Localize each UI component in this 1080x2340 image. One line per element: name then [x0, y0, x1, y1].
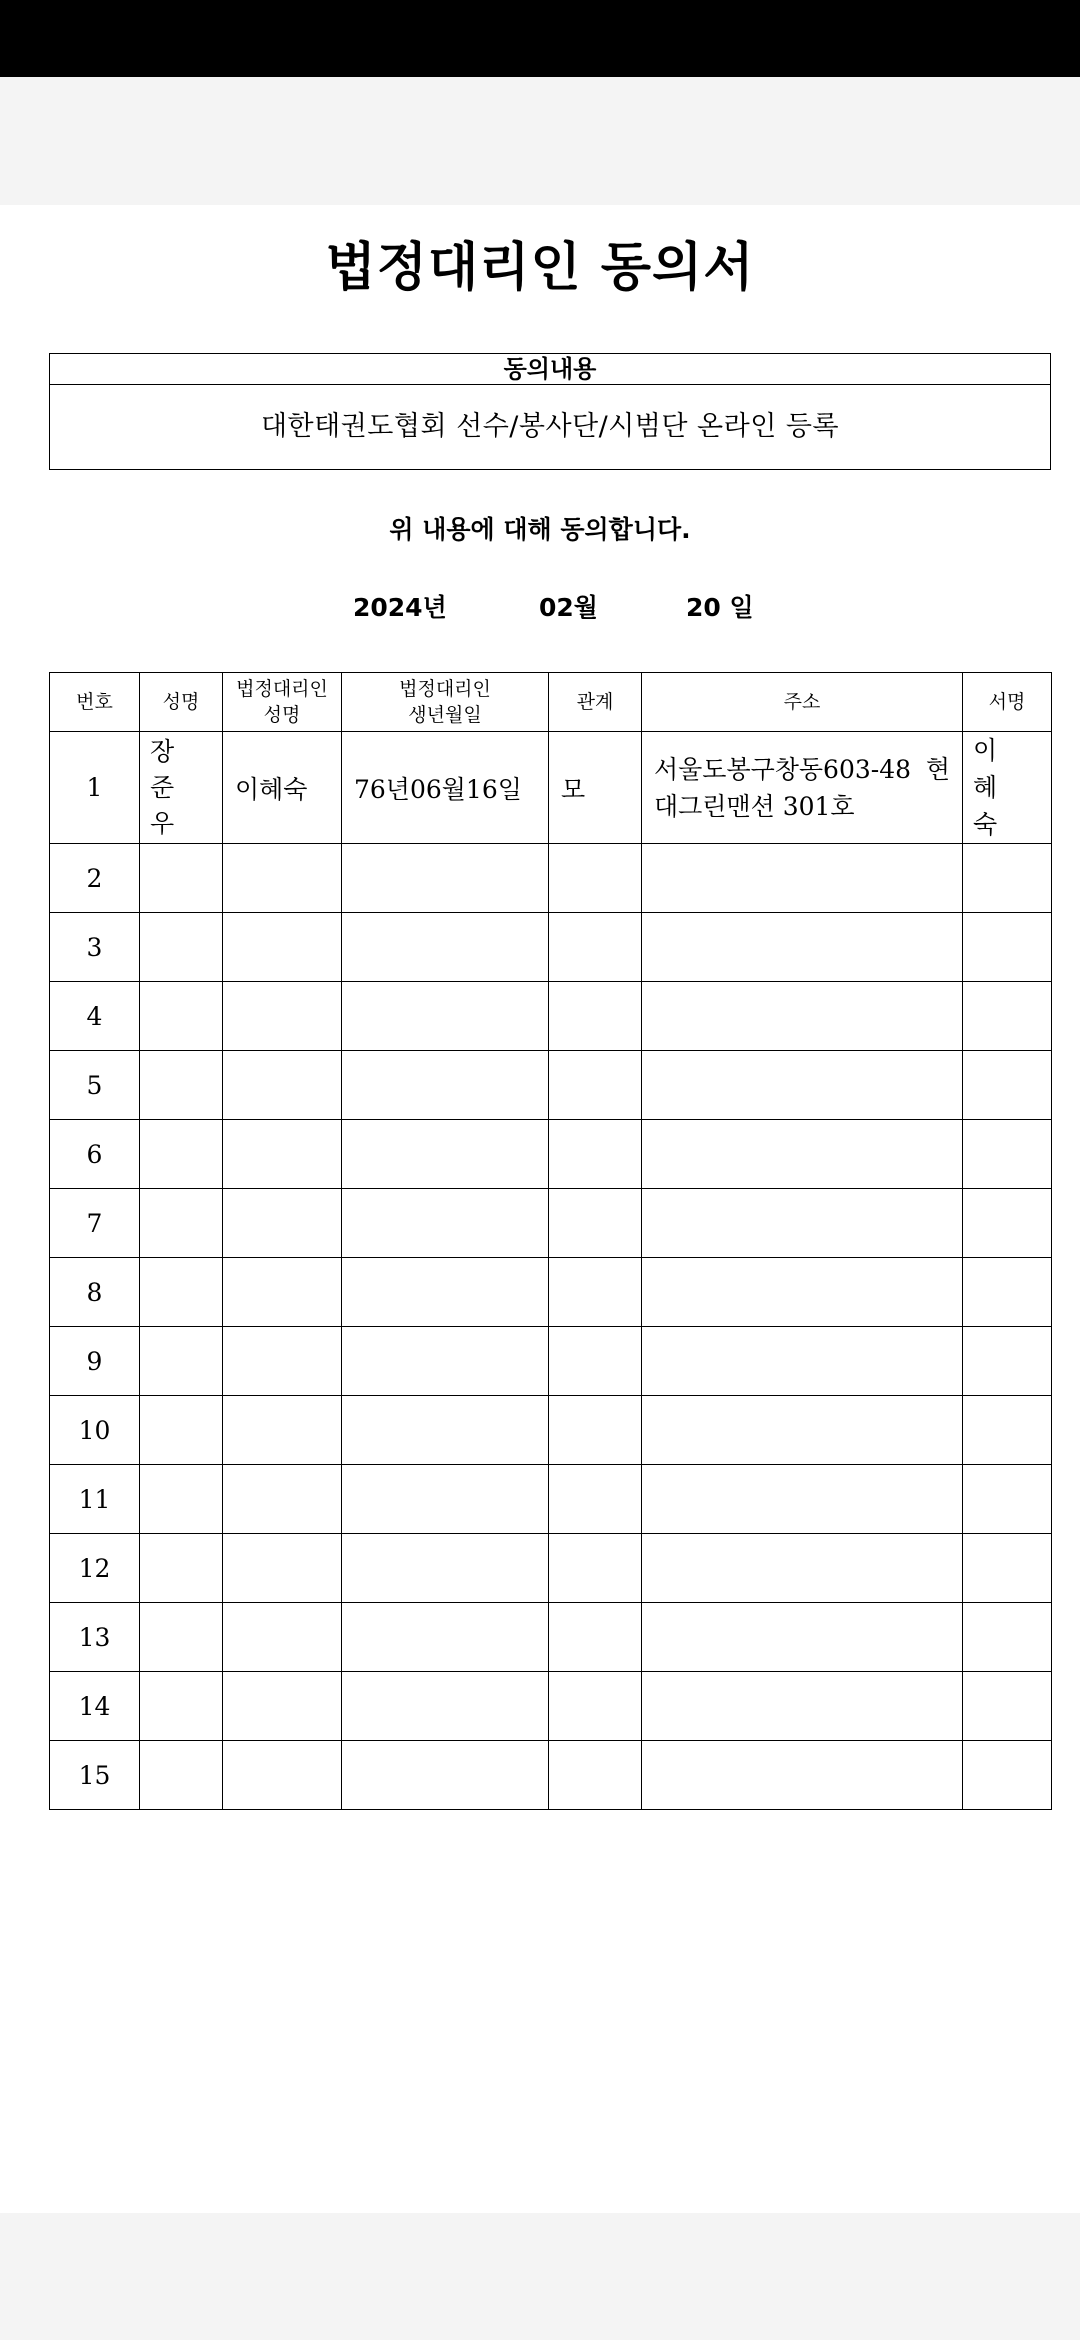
table-row	[50, 1534, 1052, 1603]
row-number-cell: 5	[50, 1051, 140, 1120]
name-cell	[140, 1258, 223, 1327]
name-cell	[140, 1741, 223, 1810]
guardian-name-cell	[223, 1189, 342, 1258]
address-cell	[642, 1189, 963, 1258]
guardian-dob-cell	[342, 982, 549, 1051]
table-row	[50, 1465, 1052, 1534]
signature-cell	[963, 1051, 1052, 1120]
relation-cell: 모	[549, 732, 642, 844]
header-number: 번호	[50, 673, 140, 732]
guardian-name-cell	[223, 913, 342, 982]
address-cell	[642, 913, 963, 982]
header-address: 주소	[642, 673, 963, 732]
relation-cell	[549, 1051, 642, 1120]
table-row	[50, 913, 1052, 982]
signature-cell	[963, 1465, 1052, 1534]
relation-cell	[549, 1258, 642, 1327]
guardian-dob-cell	[342, 1672, 549, 1741]
table-row	[50, 844, 1052, 913]
address-cell	[642, 1534, 963, 1603]
relation-cell	[549, 1672, 642, 1741]
guardian-name-cell	[223, 1603, 342, 1672]
name-cell	[140, 1327, 223, 1396]
guardian-dob-cell	[342, 1258, 549, 1327]
signature-cell: 이 혜 숙	[963, 732, 1052, 844]
name-cell	[140, 1672, 223, 1741]
date-line	[0, 588, 1080, 622]
header-guardian-name: 법정대리인 성명	[223, 673, 342, 732]
guardian-name-cell	[223, 844, 342, 913]
row-number-cell: 6	[50, 1120, 140, 1189]
guardian-name-cell	[223, 1534, 342, 1603]
row-number-cell: 2	[50, 844, 140, 913]
guardian-dob-cell	[342, 913, 549, 982]
name-cell	[140, 1465, 223, 1534]
relation-cell	[549, 1396, 642, 1465]
row-number-cell: 13	[50, 1603, 140, 1672]
name-cell	[140, 1396, 223, 1465]
row-number-cell: 7	[50, 1189, 140, 1258]
consent-box	[49, 353, 1051, 470]
row-number-cell: 9	[50, 1327, 140, 1396]
row-number-cell: 14	[50, 1672, 140, 1741]
address-cell	[642, 982, 963, 1051]
relation-cell	[549, 1327, 642, 1396]
address-cell	[642, 1120, 963, 1189]
date-day: 20 일	[686, 593, 754, 622]
guardian-name-cell	[223, 1327, 342, 1396]
signature-cell	[963, 1258, 1052, 1327]
signature-cell	[963, 982, 1052, 1051]
relation-cell	[549, 1120, 642, 1189]
guardian-name-cell	[223, 1258, 342, 1327]
signature-cell	[963, 1741, 1052, 1810]
relation-cell	[549, 1189, 642, 1258]
document-title: 법정대리인 동의서	[325, 238, 755, 298]
guardian-dob-cell	[342, 1051, 549, 1120]
guardian-name-cell	[223, 1672, 342, 1741]
guardian-dob-cell	[342, 1465, 549, 1534]
address-cell	[642, 1672, 963, 1741]
header-relation: 관계	[549, 673, 642, 732]
guardian-table	[49, 672, 1052, 1810]
guardian-dob-cell	[342, 1120, 549, 1189]
name-cell	[140, 1120, 223, 1189]
address-cell	[642, 1327, 963, 1396]
address-cell	[642, 1051, 963, 1120]
table-row	[50, 982, 1052, 1051]
name-cell	[140, 1189, 223, 1258]
guardian-dob-cell	[342, 844, 549, 913]
name-cell	[140, 1534, 223, 1603]
guardian-name-cell	[223, 982, 342, 1051]
consent-header: 동의내용	[50, 354, 1050, 385]
row-number-cell: 4	[50, 982, 140, 1051]
signature-cell	[963, 1534, 1052, 1603]
guardian-dob-cell	[342, 1396, 549, 1465]
table-row	[50, 1672, 1052, 1741]
table-row	[50, 1327, 1052, 1396]
name-cell	[140, 1603, 223, 1672]
relation-cell	[549, 913, 642, 982]
guardian-name-cell: 이혜숙	[223, 732, 342, 844]
table-row	[50, 1603, 1052, 1672]
row-number-cell: 3	[50, 913, 140, 982]
address-cell	[642, 1258, 963, 1327]
signature-cell	[963, 1327, 1052, 1396]
header-name: 성명	[140, 673, 223, 732]
table-row	[50, 1741, 1052, 1810]
guardian-dob-cell	[342, 1741, 549, 1810]
relation-cell	[549, 982, 642, 1051]
signature-cell	[963, 913, 1052, 982]
name-cell	[140, 982, 223, 1051]
row-number-cell: 10	[50, 1396, 140, 1465]
table-row	[50, 1396, 1052, 1465]
relation-cell	[549, 1603, 642, 1672]
header-signature: 서명	[963, 673, 1052, 732]
row-number-cell: 15	[50, 1741, 140, 1810]
address-cell	[642, 1741, 963, 1810]
name-cell	[140, 1051, 223, 1120]
guardian-dob-cell	[342, 1327, 549, 1396]
guardian-dob-cell	[342, 1603, 549, 1672]
guardian-name-cell	[223, 1396, 342, 1465]
header-guardian-dob: 법정대리인 생년월일	[342, 673, 549, 732]
signature-cell	[963, 1672, 1052, 1741]
date-month: 02월	[539, 593, 598, 622]
row-number-cell: 1	[50, 732, 140, 844]
table-row	[50, 1051, 1052, 1120]
table-row	[50, 1258, 1052, 1327]
date-year: 2024년	[353, 593, 447, 622]
signature-cell	[963, 1603, 1052, 1672]
guardian-dob-cell	[342, 1534, 549, 1603]
table-row	[50, 732, 1052, 844]
address-cell: 서울도봉구창동603-48 현대그린맨션 301호	[642, 732, 963, 844]
row-number-cell: 12	[50, 1534, 140, 1603]
signature-cell	[963, 844, 1052, 913]
name-cell: 장 준 우	[140, 732, 223, 844]
guardian-name-cell	[223, 1051, 342, 1120]
address-cell	[642, 844, 963, 913]
table-header-row	[50, 673, 1052, 732]
guardian-name-cell	[223, 1741, 342, 1810]
address-cell	[642, 1396, 963, 1465]
name-cell	[140, 844, 223, 913]
address-cell	[642, 1465, 963, 1534]
signature-cell	[963, 1396, 1052, 1465]
guardian-dob-cell	[342, 1189, 549, 1258]
table-row	[50, 1120, 1052, 1189]
guardian-dob-cell: 76년06월16일	[342, 732, 549, 844]
status-bar	[0, 0, 1080, 77]
row-number-cell: 8	[50, 1258, 140, 1327]
row-number-cell: 11	[50, 1465, 140, 1534]
address-cell	[642, 1603, 963, 1672]
relation-cell	[549, 844, 642, 913]
agree-statement: 위 내용에 대해 동의합니다.	[389, 515, 691, 544]
consent-content: 대한태권도협회 선수/봉사단/시범단 온라인 등록	[260, 411, 840, 442]
name-cell	[140, 913, 223, 982]
relation-cell	[549, 1465, 642, 1534]
relation-cell	[549, 1534, 642, 1603]
guardian-name-cell	[223, 1465, 342, 1534]
signature-cell	[963, 1189, 1052, 1258]
guardian-name-cell	[223, 1120, 342, 1189]
table-row	[50, 1189, 1052, 1258]
relation-cell	[549, 1741, 642, 1810]
signature-cell	[963, 1120, 1052, 1189]
